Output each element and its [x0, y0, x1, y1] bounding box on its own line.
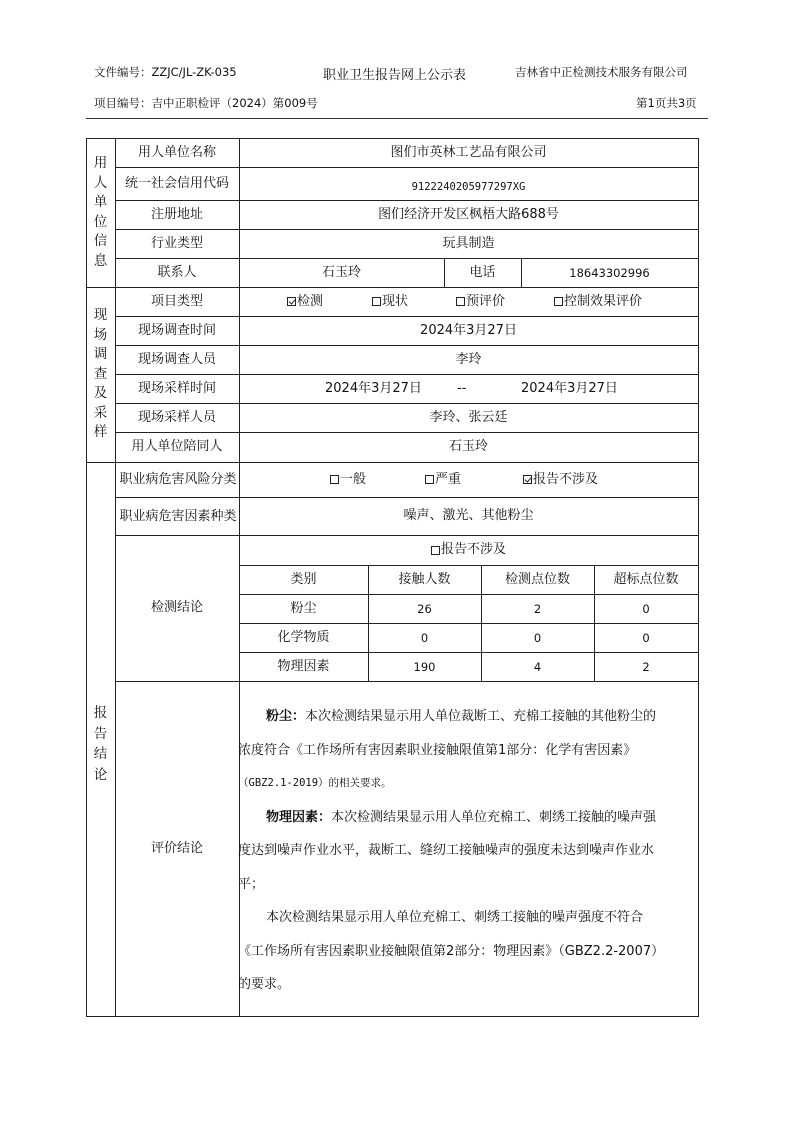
- survey-time-label: 现场调查时间: [137, 322, 216, 338]
- table-cell: 190: [413, 659, 436, 674]
- document-title: 职业卫生报告网上公示表: [323, 68, 467, 83]
- risk-options: [239, 462, 698, 497]
- detect-header-points: 检测点位数: [504, 571, 570, 587]
- detect-label: 检测结论: [150, 600, 203, 615]
- eval-noise-line: 的要求。: [238, 977, 291, 992]
- project-type-options: [239, 287, 698, 316]
- hazard-value: 噪声、激光、其他粉尘: [403, 508, 534, 523]
- table-cell: 2: [533, 601, 542, 616]
- sampling-time-range: [239, 374, 698, 403]
- table-cell: 2: [642, 659, 650, 674]
- detect-not-applicable[interactable]: 报告不涉及: [239, 535, 698, 565]
- checkbox-icon: [330, 475, 339, 484]
- eval-noise-line: 本次检测结果显示用人单位充棉工、刺绣工接触的噪声强度不符合: [266, 910, 644, 925]
- header-divider: [86, 118, 708, 119]
- checkbox-icon: [456, 297, 465, 306]
- eval-physical-title: 物理因素：: [266, 809, 332, 825]
- phone-label: 电话: [469, 264, 496, 280]
- project-number: 项目编号：吉中正职检评（2024）第009号: [94, 96, 318, 110]
- sampling-start: 2024年3月27日: [325, 380, 422, 396]
- page-indicator: 第1页共3页: [636, 96, 697, 110]
- checkbox-checked-icon: [523, 475, 532, 484]
- address-value: 图们经济开发区枫梧大路688号: [378, 206, 559, 222]
- detect-header-exposed: 接触人数: [398, 571, 451, 587]
- risk-general[interactable]: 一般: [330, 473, 366, 487]
- employer-name-label: 用人单位名称: [137, 144, 216, 160]
- eval-dust-line: （GBZ2.1-2019）的相关要求。: [238, 777, 392, 789]
- checkbox-icon: [425, 475, 434, 484]
- sampler-value: 李玲、张云廷: [429, 409, 508, 425]
- eval-physical-line: 本次检测结果显示用人单位充棉工、刺绣工接触的噪声强: [331, 809, 657, 825]
- table-cell: 粉尘: [290, 600, 317, 616]
- escort-label: 用人单位陪同人: [131, 439, 223, 454]
- file-number: 文件编号：ZZJC/JL-ZK-035: [94, 65, 237, 79]
- project-type-current[interactable]: 现状: [372, 295, 408, 309]
- surveyor-label: 现场调查人员: [137, 351, 216, 367]
- checkbox-icon: [431, 546, 440, 555]
- eval-dust-title: 粉尘：: [266, 709, 306, 724]
- employer-name-value: 图们市英林工艺品有限公司: [390, 144, 547, 160]
- survey-time-value: 2024年3月27日: [420, 322, 517, 338]
- company-name: 吉林省中正检测技术服务有限公司: [515, 65, 688, 79]
- project-type-pre-evaluation[interactable]: 预评价: [456, 295, 505, 309]
- escort-value: 石玉玲: [448, 439, 488, 454]
- industry-label: 行业类型: [150, 235, 203, 251]
- eval-physical-line: 平；: [238, 876, 265, 892]
- table-cell: 0: [533, 630, 542, 645]
- credit-code-label: 统一社会信用代码: [124, 175, 229, 191]
- checkbox-icon: [372, 297, 381, 306]
- table-cell: 物理因素: [277, 658, 330, 674]
- checkbox-checked-icon: [287, 297, 296, 306]
- sampling-time-label: 现场采样时间: [137, 380, 216, 396]
- project-type-control-evaluation[interactable]: 控制效果评价: [554, 295, 642, 309]
- contact-value: 石玉玲: [321, 264, 361, 280]
- evaluation-text: [238, 700, 690, 1002]
- risk-not-applicable[interactable]: 报告不涉及: [523, 473, 598, 487]
- project-type-label: 项目类型: [150, 293, 203, 309]
- table-cell: 26: [417, 601, 432, 616]
- evaluation-label: 评价结论: [150, 840, 203, 856]
- address-label: 注册地址: [150, 206, 203, 222]
- eval-dust-line: 浓度符合《工作场所有害因素职业接触限值第1部分：化学有害因素》: [238, 742, 637, 758]
- project-type-detection[interactable]: 检测: [287, 295, 323, 309]
- sampling-separator: --: [457, 380, 467, 396]
- section-report-title: 报 告 结 论: [93, 705, 108, 783]
- phone-value: 18643302996: [569, 265, 650, 280]
- credit-code-value: 912224020597729​7XG: [411, 181, 526, 193]
- sampler-label: 现场采样人员: [137, 409, 216, 425]
- section-survey-title: 现 场 调 查 及 采 样: [93, 307, 108, 441]
- detect-header-category: 类别: [290, 571, 317, 587]
- eval-physical-line: 度达到噪声作业水平，裁断工、缝纫工接触噪声的强度未达到噪声作业水: [238, 843, 655, 858]
- industry-value: 玩具制造: [442, 235, 495, 251]
- eval-noise-line: 《工作场所有害因素职业接触限值第2部分：物理因素》（GBZ2.2-2007）: [238, 943, 665, 959]
- section-employer-title: 用 人 单 位 信 息: [93, 155, 108, 269]
- table-cell: 0: [642, 601, 650, 616]
- sampling-end: 2024年3月27日: [521, 380, 618, 396]
- table-cell: 化学物质: [277, 629, 330, 645]
- checkbox-icon: [554, 297, 563, 306]
- eval-dust-line: 本次检测结果显示用人单位裁断工、充棉工接触的其他粉尘的: [305, 709, 657, 724]
- hazard-label: 职业病危害因素种类: [119, 508, 237, 524]
- table-cell: 0: [420, 630, 429, 645]
- table-cell: 4: [533, 659, 542, 674]
- table-cell: 0: [642, 630, 650, 645]
- risk-label: 职业病危害风险分类: [119, 472, 237, 487]
- surveyor-value: 李玲: [455, 351, 482, 367]
- contact-label: 联系人: [157, 264, 197, 280]
- detect-header-exceed: 超标点位数: [613, 571, 679, 587]
- risk-severe[interactable]: 严重: [425, 473, 461, 487]
